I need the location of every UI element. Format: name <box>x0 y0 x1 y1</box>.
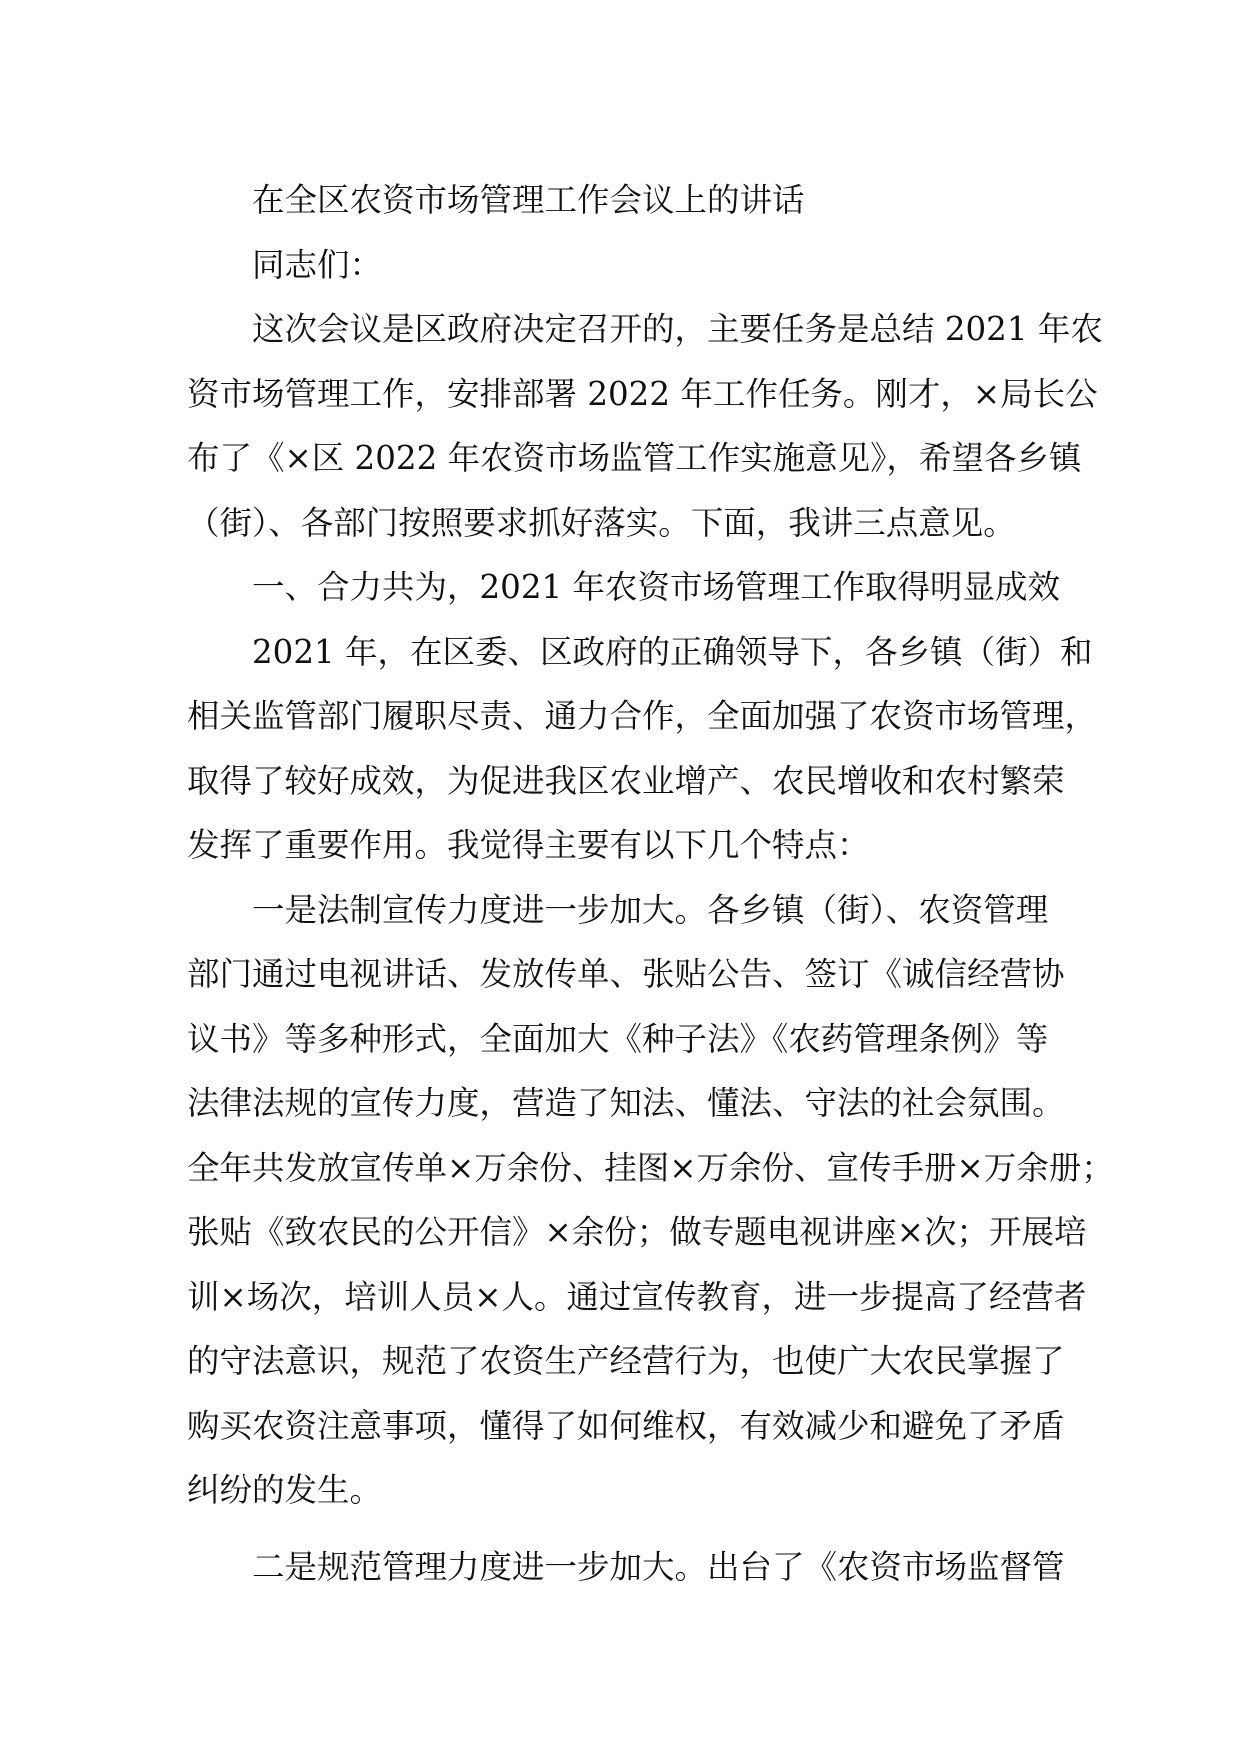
salutation: 同志们： <box>252 245 383 284</box>
paragraph-line: 发挥了重要作用。我觉得主要有以下几个特点： <box>187 826 870 864</box>
paragraph-line: 相关监管部门履职尽责、通力合作，全面加强了农资市场管理， <box>187 697 1098 735</box>
paragraph-line: （街）、各部门按照要求抓好落实。下面，我讲三点意见。 <box>187 503 1016 542</box>
paragraph-gap <box>187 1523 1057 1535</box>
paragraph-line: 部门通过电视讲话、发放传单、张贴公告、签订《诚信经营协 <box>187 955 1065 993</box>
paragraph-line: 的守法意识，规范了农资生产经营行为，也使广大农民掌握了 <box>187 1342 1065 1380</box>
paragraph-line: 法律法规的宣传力度，营造了知法、懂法、守法的社会氛围。 <box>187 1084 1065 1122</box>
paragraph-line: 取得了较好成效，为促进我区农业增产、农民增收和农村繁荣 <box>187 761 1065 800</box>
paragraph-line: 资市场管理工作，安排部署 2022 年工作任务。刚才，×局长公 <box>187 374 1098 413</box>
paragraph-line: 全年共发放宣传单×万余份、挂图×万余份、宣传手册×万余册； <box>187 1148 1114 1187</box>
paragraph-line: 购买农资注意事项，懂得了如何维权，有效减少和避免了矛盾 <box>187 1406 1065 1445</box>
paragraph-line: 2021 年，在区委、区政府的正确领导下，各乡镇（街）和 <box>252 632 1093 671</box>
paragraph-line: 纠纷的发生。 <box>187 1471 383 1509</box>
paragraph-line: 二是规范管理力度进一步加大。出台了《农资市场监督管 <box>252 1547 1065 1586</box>
speech-title: 在全区农资市场管理工作会议上的讲话 <box>252 181 805 219</box>
paragraph-line: 这次会议是区政府决定召开的，主要任务是总结 2021 年农 <box>252 310 1103 348</box>
paragraph-line: 训×场次，培训人员×人。通过宣传教育，进一步提高了经营者 <box>187 1277 1087 1316</box>
section-heading: 一、合力共为，2021 年农资市场管理工作取得明显成效 <box>252 568 1061 606</box>
paragraph-line: 张贴《致农民的公开信》×余份；做专题电视讲座×次；开展培 <box>187 1213 1087 1251</box>
paragraph-line: 议书》等多种形式，全面加大《种子法》《农药管理条例》等 <box>187 1019 1049 1058</box>
paragraph-line: 一是法制宣传力度进一步加大。各乡镇（街）、农资管理 <box>252 890 1049 929</box>
paragraph-line: 布了《×区 2022 年农资市场监管工作实施意见》，希望各乡镇 <box>187 439 1082 477</box>
speech-body <box>187 168 1114 1599</box>
